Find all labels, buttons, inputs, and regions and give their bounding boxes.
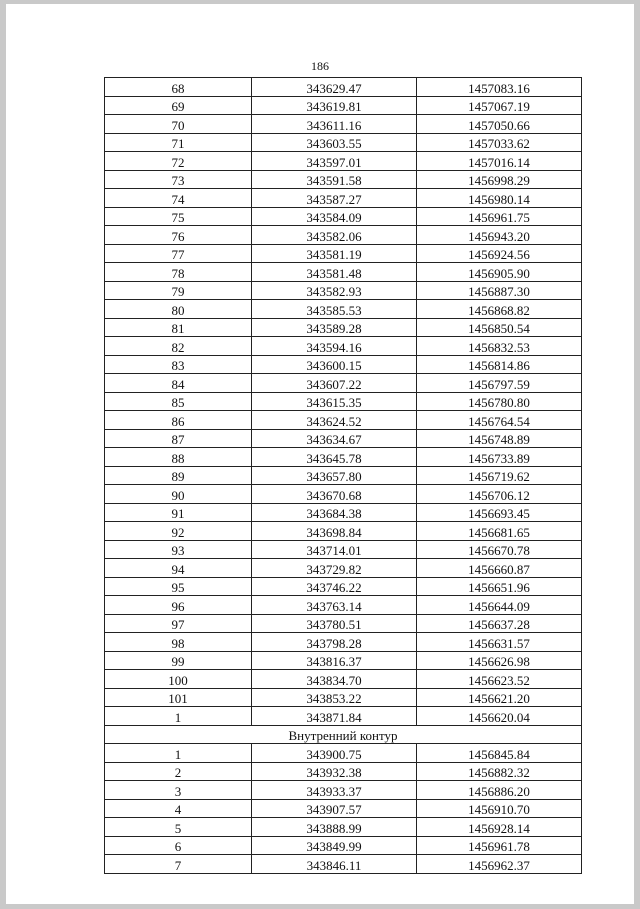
point-number-cell: 88 [105,448,252,467]
point-number-cell: 82 [105,337,252,356]
table-row [105,503,582,522]
point-number-cell: 80 [105,300,252,319]
y-coordinate-cell: 1456887.30 [417,281,582,300]
table-row [105,392,582,411]
table-row [105,337,582,356]
table-row [105,133,582,152]
y-coordinate-cell: 1456644.09 [417,596,582,615]
x-coordinate-cell: 343871.84 [252,707,417,726]
point-number-cell: 92 [105,522,252,541]
table-row [105,688,582,707]
y-coordinate-cell: 1456998.29 [417,170,582,189]
table-row [105,78,582,97]
table-row [105,799,582,818]
y-coordinate-cell: 1456706.12 [417,485,582,504]
table-row [105,318,582,337]
y-coordinate-cell: 1456882.32 [417,762,582,781]
x-coordinate-cell: 343629.47 [252,78,417,97]
table-row [105,559,582,578]
x-coordinate-cell: 343853.22 [252,688,417,707]
x-coordinate-cell: 343933.37 [252,781,417,800]
x-coordinate-cell: 343619.81 [252,96,417,115]
x-coordinate-cell: 343698.84 [252,522,417,541]
y-coordinate-cell: 1456660.87 [417,559,582,578]
point-number-cell: 70 [105,115,252,134]
table-row [105,355,582,374]
point-number-cell: 3 [105,781,252,800]
coordinates-table-body [105,78,582,874]
x-coordinate-cell: 343589.28 [252,318,417,337]
point-number-cell: 76 [105,226,252,245]
point-number-cell: 95 [105,577,252,596]
x-coordinate-cell: 343670.68 [252,485,417,504]
point-number-cell: 100 [105,670,252,689]
point-number-cell: 75 [105,207,252,226]
y-coordinate-cell: 1457016.14 [417,152,582,171]
table-row [105,448,582,467]
x-coordinate-cell: 343907.57 [252,799,417,818]
y-coordinate-cell: 1456637.28 [417,614,582,633]
point-number-cell: 71 [105,133,252,152]
y-coordinate-cell: 1457067.19 [417,96,582,115]
x-coordinate-cell: 343834.70 [252,670,417,689]
x-coordinate-cell: 343587.27 [252,189,417,208]
inner-contour-heading: Внутренний контур [105,725,582,744]
table-row [105,577,582,596]
table-row [105,466,582,485]
y-coordinate-cell: 1456670.78 [417,540,582,559]
point-number-cell: 68 [105,78,252,97]
point-number-cell: 2 [105,762,252,781]
coordinates-table [104,77,582,874]
y-coordinate-cell: 1456943.20 [417,226,582,245]
point-number-cell: 93 [105,540,252,559]
y-coordinate-cell: 1456868.82 [417,300,582,319]
x-coordinate-cell: 343816.37 [252,651,417,670]
y-coordinate-cell: 1456681.65 [417,522,582,541]
y-coordinate-cell: 1457033.62 [417,133,582,152]
table-row [105,485,582,504]
y-coordinate-cell: 1456850.54 [417,318,582,337]
x-coordinate-cell: 343624.52 [252,411,417,430]
x-coordinate-cell: 343611.16 [252,115,417,134]
x-coordinate-cell: 343582.93 [252,281,417,300]
point-number-cell: 94 [105,559,252,578]
point-number-cell: 6 [105,836,252,855]
section-row [105,725,582,744]
table-row [105,707,582,726]
x-coordinate-cell: 343746.22 [252,577,417,596]
y-coordinate-cell: 1456631.57 [417,633,582,652]
y-coordinate-cell: 1456626.98 [417,651,582,670]
x-coordinate-cell: 343846.11 [252,855,417,874]
x-coordinate-cell: 343581.19 [252,244,417,263]
table-row [105,244,582,263]
x-coordinate-cell: 343645.78 [252,448,417,467]
point-number-cell: 89 [105,466,252,485]
point-number-cell: 73 [105,170,252,189]
x-coordinate-cell: 343888.99 [252,818,417,837]
x-coordinate-cell: 343729.82 [252,559,417,578]
x-coordinate-cell: 343600.15 [252,355,417,374]
table-row [105,855,582,874]
point-number-cell: 90 [105,485,252,504]
point-number-cell: 77 [105,244,252,263]
x-coordinate-cell: 343763.14 [252,596,417,615]
x-coordinate-cell: 343932.38 [252,762,417,781]
table-row [105,96,582,115]
table-row [105,152,582,171]
x-coordinate-cell: 343597.01 [252,152,417,171]
y-coordinate-cell: 1456980.14 [417,189,582,208]
table-row [105,207,582,226]
y-coordinate-cell: 1456780.80 [417,392,582,411]
y-coordinate-cell: 1457050.66 [417,115,582,134]
point-number-cell: 98 [105,633,252,652]
x-coordinate-cell: 343585.53 [252,300,417,319]
x-coordinate-cell: 343582.06 [252,226,417,245]
y-coordinate-cell: 1456748.89 [417,429,582,448]
table-row [105,540,582,559]
y-coordinate-cell: 1456623.52 [417,670,582,689]
table-row [105,300,582,319]
y-coordinate-cell: 1456905.90 [417,263,582,282]
point-number-cell: 7 [105,855,252,874]
table-row [105,263,582,282]
point-number-cell: 69 [105,96,252,115]
point-number-cell: 96 [105,596,252,615]
y-coordinate-cell: 1457083.16 [417,78,582,97]
point-number-cell: 1 [105,744,252,763]
x-coordinate-cell: 343603.55 [252,133,417,152]
point-number-cell: 84 [105,374,252,393]
x-coordinate-cell: 343615.35 [252,392,417,411]
y-coordinate-cell: 1456693.45 [417,503,582,522]
table-row [105,670,582,689]
point-number-cell: 99 [105,651,252,670]
point-number-cell: 83 [105,355,252,374]
x-coordinate-cell: 343634.67 [252,429,417,448]
y-coordinate-cell: 1456719.62 [417,466,582,485]
y-coordinate-cell: 1456651.96 [417,577,582,596]
y-coordinate-cell: 1456764.54 [417,411,582,430]
x-coordinate-cell: 343684.38 [252,503,417,522]
point-number-cell: 79 [105,281,252,300]
table-row [105,781,582,800]
table-row [105,281,582,300]
y-coordinate-cell: 1456814.86 [417,355,582,374]
y-coordinate-cell: 1456620.04 [417,707,582,726]
table-row [105,762,582,781]
point-number-cell: 86 [105,411,252,430]
y-coordinate-cell: 1456845.84 [417,744,582,763]
table-row [105,226,582,245]
x-coordinate-cell: 343714.01 [252,540,417,559]
table-row [105,836,582,855]
table-row [105,596,582,615]
x-coordinate-cell: 343900.75 [252,744,417,763]
table-row [105,818,582,837]
y-coordinate-cell: 1456962.37 [417,855,582,874]
table-row [105,744,582,763]
x-coordinate-cell: 343594.16 [252,337,417,356]
x-coordinate-cell: 343798.28 [252,633,417,652]
x-coordinate-cell: 343581.48 [252,263,417,282]
page-number: 186 [311,59,329,73]
table-row [105,170,582,189]
point-number-cell: 91 [105,503,252,522]
point-number-cell: 97 [105,614,252,633]
y-coordinate-cell: 1456910.70 [417,799,582,818]
x-coordinate-cell: 343607.22 [252,374,417,393]
x-coordinate-cell: 343584.09 [252,207,417,226]
point-number-cell: 87 [105,429,252,448]
point-number-cell: 85 [105,392,252,411]
x-coordinate-cell: 343780.51 [252,614,417,633]
table-row [105,429,582,448]
point-number-cell: 72 [105,152,252,171]
table-row [105,651,582,670]
table-row [105,411,582,430]
y-coordinate-cell: 1456797.59 [417,374,582,393]
table-row [105,614,582,633]
x-coordinate-cell: 343849.99 [252,836,417,855]
point-number-cell: 78 [105,263,252,282]
y-coordinate-cell: 1456961.75 [417,207,582,226]
y-coordinate-cell: 1456928.14 [417,818,582,837]
point-number-cell: 81 [105,318,252,337]
point-number-cell: 4 [105,799,252,818]
table-row [105,374,582,393]
table-row [105,633,582,652]
x-coordinate-cell: 343591.58 [252,170,417,189]
table-row [105,522,582,541]
point-number-cell: 74 [105,189,252,208]
y-coordinate-cell: 1456924.56 [417,244,582,263]
point-number-cell: 1 [105,707,252,726]
point-number-cell: 101 [105,688,252,707]
y-coordinate-cell: 1456886.20 [417,781,582,800]
table-row [105,189,582,208]
y-coordinate-cell: 1456832.53 [417,337,582,356]
y-coordinate-cell: 1456733.89 [417,448,582,467]
x-coordinate-cell: 343657.80 [252,466,417,485]
y-coordinate-cell: 1456961.78 [417,836,582,855]
y-coordinate-cell: 1456621.20 [417,688,582,707]
point-number-cell: 5 [105,818,252,837]
table-row [105,115,582,134]
